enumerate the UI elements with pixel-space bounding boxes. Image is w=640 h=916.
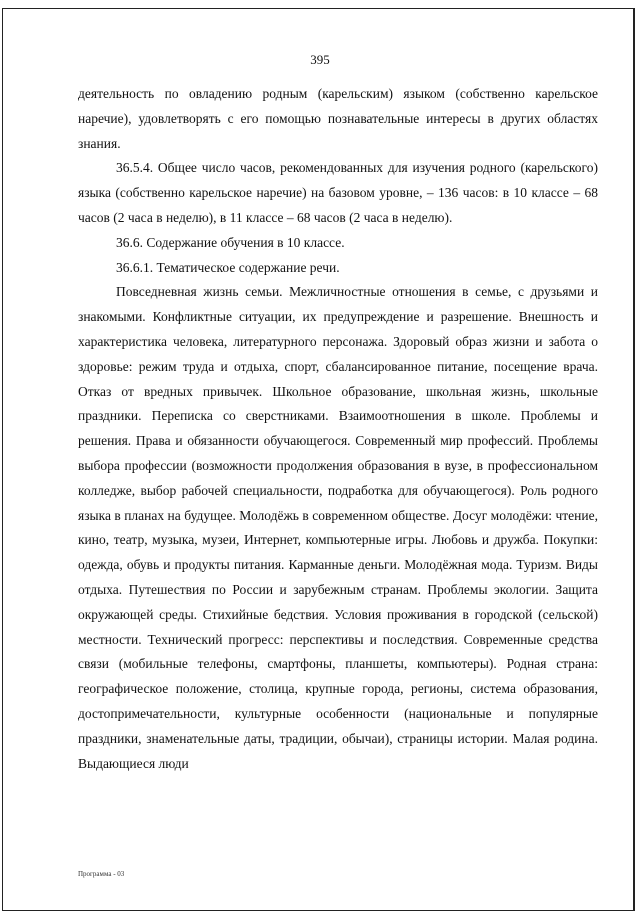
paragraph-continuation: деятельность по овладению родным (карельским) языком (собственно карельское наречие), удовлетворять с его помощью познавательные интересы в других областях знания.	[78, 86, 598, 151]
section-heading-content: 36.6. Содержание обучения в 10 классе.	[116, 234, 345, 250]
page-number: 395	[310, 52, 330, 67]
document-body	[78, 82, 598, 776]
paragraph-hours: 36.5.4. Общее число часов, рекомендованных для изучения родного (карельского) языка (собственно карельское наречие) на базовом уровне, – 136 часов: в 10 классе – 68 часов (2 часа в неделю), в 11 классе – 68 часов (2 часа в неделю).	[78, 160, 598, 225]
footer-note: Программа - 03	[78, 870, 125, 878]
paragraph-topics: Повседневная жизнь семьи. Межличностные отношения в семье, с друзьями и знакомыми. Конфликтные ситуации, их предупреждение и разрешение. Внешность и характеристика человека, литературного персонажа. Здоровый образ жизни и забота о здоровье: режим труда и отдыха, спорт, сбалансированное питание, посещение врача. Отказ от вредных привычек. Школьное образование, школьная жизнь, школьные праздники. Переписка со сверстниками. Взаимоотношения в школе. Проблемы и решения. Права и обязанности обучающегося. Современный мир профессий. Проблемы выбора профессии (возможности продолжения образования в вузе, в профессиональном колледже, выбор рабочей специальности, подработка для обучающегося). Роль родного языка в планах на будущее. Молодёжь в современном обществе. Досуг молодёжи: чтение, кино, театр, музыка, музеи, Интернет, компьютерные игры. Любовь и дружба. Покупки: одежда, обувь и продукты питания. Карманные деньги. Молодёжная мода. Туризм. Виды отдыха. Путешествия по России и зарубежным странам. Проблемы экологии. Защита окружающей среды. Стихийные бедствия. Условия проживания в городской (сельской) местности. Технический прогресс: перспективы и последствия. Современные средства связи (мобильные телефоны, смартфоны, планшеты, компьютеры). Родная страна: географическое положение, столица, крупные города, регионы, система образования, достопримечательности, культурные особенности (национальные и популярные праздники, знаменательные даты, традиции, обычаи), страницы истории. Малая родина. Выдающиеся люди	[78, 284, 598, 771]
subsection-heading-topics: 36.6.1. Тематическое содержание речи.	[116, 259, 340, 275]
